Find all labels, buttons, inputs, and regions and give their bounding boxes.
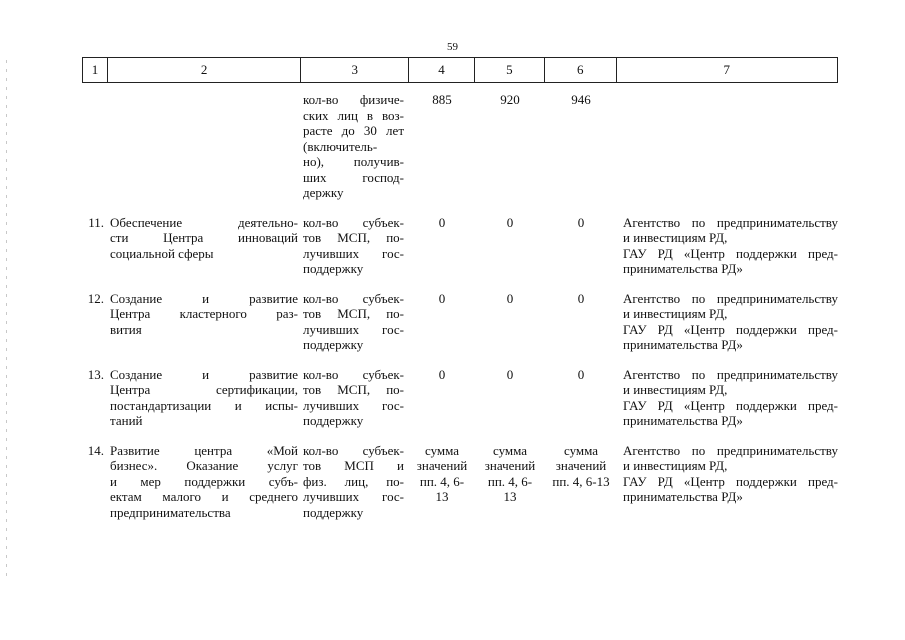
column-header-4: 4 (409, 58, 475, 82)
value-line: 0 (438, 290, 446, 306)
indicator-line: держку (303, 185, 344, 200)
cell-number: 14. (87, 442, 104, 458)
cell-executor (617, 443, 838, 521)
value-line: сумма (563, 442, 599, 458)
cell-value-5 (475, 291, 545, 353)
indicator-line: поддержку (303, 337, 364, 352)
value-line: сумма (424, 442, 460, 458)
cell-name (107, 291, 301, 353)
value-line: значений (416, 458, 468, 473)
indicator-line: лучивших гос- (303, 321, 404, 337)
name-line: сти Центра инноваций (110, 230, 298, 245)
executor-line: принимательства РД» (623, 413, 743, 428)
value-line: 0 (506, 214, 514, 230)
column-header-6: 6 (545, 58, 617, 82)
indicator-line: ских лиц в воз- (303, 107, 404, 123)
cell-value-5: 920 (500, 92, 520, 107)
value-line: 13 (435, 489, 449, 504)
cell-indicator (301, 92, 409, 201)
name-line: бизнес». Оказание услуг (110, 458, 298, 473)
value-line: пп. 4, 6- (487, 473, 533, 489)
executor-line: и инвестициям РД, (623, 382, 728, 397)
cell-value-6: 946 (571, 92, 591, 107)
column-header-1: 1 (83, 58, 108, 82)
name-line: Центра кластерного раз- (110, 306, 298, 321)
executor-line: ГАУ РД «Центр поддержки пред- (623, 397, 838, 413)
name-line: ектам малого и среднего (110, 489, 298, 504)
indicator-line: кол-во субъек- (303, 442, 404, 458)
indicator-line: поддержку (303, 261, 364, 276)
cell-value-4 (409, 291, 475, 353)
indicator-line: расте до 30 лет (303, 123, 404, 138)
value-line: значений (555, 458, 607, 473)
table-row (82, 291, 838, 353)
indicator-line: лучивших гос- (303, 245, 404, 261)
indicator-line: кол-во физиче- (303, 92, 404, 107)
indicator-line: поддержку (303, 413, 364, 428)
indicator-line: поддержку (303, 504, 364, 520)
cell-value-4 (409, 367, 475, 429)
cell-number (82, 92, 107, 201)
column-header-3: 3 (301, 58, 409, 82)
cell-value-6 (545, 291, 617, 353)
table-row-continuation (82, 92, 838, 201)
indicator-line: кол-во субъек- (303, 290, 404, 306)
indicator-line: но), получив- (303, 154, 404, 169)
cell-number: 11. (88, 214, 104, 230)
cell-executor (617, 367, 838, 429)
cell-value-4 (409, 443, 475, 521)
column-header-7: 7 (723, 62, 731, 77)
cell-indicator (301, 443, 409, 521)
executor-line: ГАУ РД «Центр поддержки пред- (623, 245, 838, 261)
value-line: пп. 4, 6- (419, 473, 465, 489)
cell-name (107, 215, 301, 277)
cell-value-4 (409, 215, 475, 277)
name-line: Центра сертификации, (110, 382, 298, 397)
executor-line: и инвестициям РД, (623, 230, 728, 245)
table-body (82, 92, 838, 534)
cell-value-5 (475, 215, 545, 277)
executor-line: Агентство по предпринимательству (623, 442, 838, 458)
value-line: пп. 4, 6-13 (552, 473, 610, 489)
cell-executor (617, 215, 838, 277)
value-line: 0 (577, 214, 585, 230)
name-line: социальной сферы (110, 245, 214, 261)
value-line: 0 (438, 366, 446, 382)
name-line: и мер поддержки субъ- (110, 473, 298, 489)
name-line: вития (110, 321, 142, 337)
column-header-5: 5 (475, 58, 545, 82)
executor-line: Агентство по предпринимательству (623, 290, 838, 306)
cell-value-6 (545, 367, 617, 429)
cell-name (107, 443, 301, 521)
cell-value-4: 885 (432, 92, 452, 107)
cell-value-6 (545, 215, 617, 277)
executor-line: Агентство по предпринимательству (623, 214, 838, 230)
page-number: 59 (447, 41, 458, 53)
executor-line: Агентство по предпринимательству (623, 366, 838, 382)
cell-executor (617, 92, 838, 201)
executor-line: ГАУ РД «Центр поддержки пред- (623, 321, 838, 337)
indicator-line: физ. лиц, по- (303, 473, 404, 489)
name-line: постандартизации и испы- (110, 397, 298, 413)
executor-line: принимательства РД» (623, 261, 743, 276)
indicator-line: тов МСП, по- (303, 382, 404, 397)
name-line: Обеспечение деятельно- (110, 214, 298, 230)
cell-name (107, 367, 301, 429)
indicator-line: тов МСП, по- (303, 230, 404, 245)
value-line: 0 (506, 290, 514, 306)
value-line: 0 (438, 214, 446, 230)
cell-value-5 (475, 367, 545, 429)
indicator-line: (включитель- (303, 138, 378, 154)
name-line: Создание и развитие (110, 366, 298, 382)
executor-line: принимательства РД» (623, 489, 743, 504)
indicator-line: кол-во субъек- (303, 366, 404, 382)
executor-line: ГАУ РД «Центр поддержки пред- (623, 473, 838, 489)
cell-value-6 (545, 443, 617, 521)
indicator-line: тов МСП, по- (303, 306, 404, 321)
cell-indicator (301, 291, 409, 353)
cell-indicator (301, 367, 409, 429)
value-line: 13 (503, 489, 517, 504)
cell-name (107, 92, 301, 201)
indicator-line: кол-во субъек- (303, 214, 404, 230)
cell-number: 12. (87, 290, 104, 306)
column-header-2: 2 (108, 58, 301, 82)
executor-line: и инвестициям РД, (623, 306, 728, 321)
cell-indicator (301, 215, 409, 277)
cell-number: 13. (87, 366, 104, 382)
indicator-line: лучивших гос- (303, 397, 404, 413)
executor-line: принимательства РД» (623, 337, 743, 352)
indicator-line: ших господ- (303, 169, 404, 185)
name-line: Создание и развитие (110, 290, 298, 306)
value-line: значений (484, 458, 536, 473)
value-line: сумма (492, 442, 528, 458)
value-line: 0 (506, 366, 514, 382)
indicator-line: тов МСП и (303, 458, 404, 473)
name-line: предпринимательства (110, 504, 231, 520)
executor-line: и инвестициям РД, (623, 458, 728, 473)
table-row (82, 215, 838, 277)
table-row (82, 443, 838, 521)
table-header (82, 57, 838, 83)
indicator-line: лучивших гос- (303, 489, 404, 504)
scan-edge-artifact (6, 60, 7, 580)
value-line: 0 (577, 290, 585, 306)
table-row (82, 367, 838, 429)
cell-executor (617, 291, 838, 353)
cell-value-5 (475, 443, 545, 521)
name-line: Развитие центра «Мой (110, 442, 298, 458)
value-line: 0 (577, 366, 585, 382)
name-line: таний (110, 413, 143, 428)
